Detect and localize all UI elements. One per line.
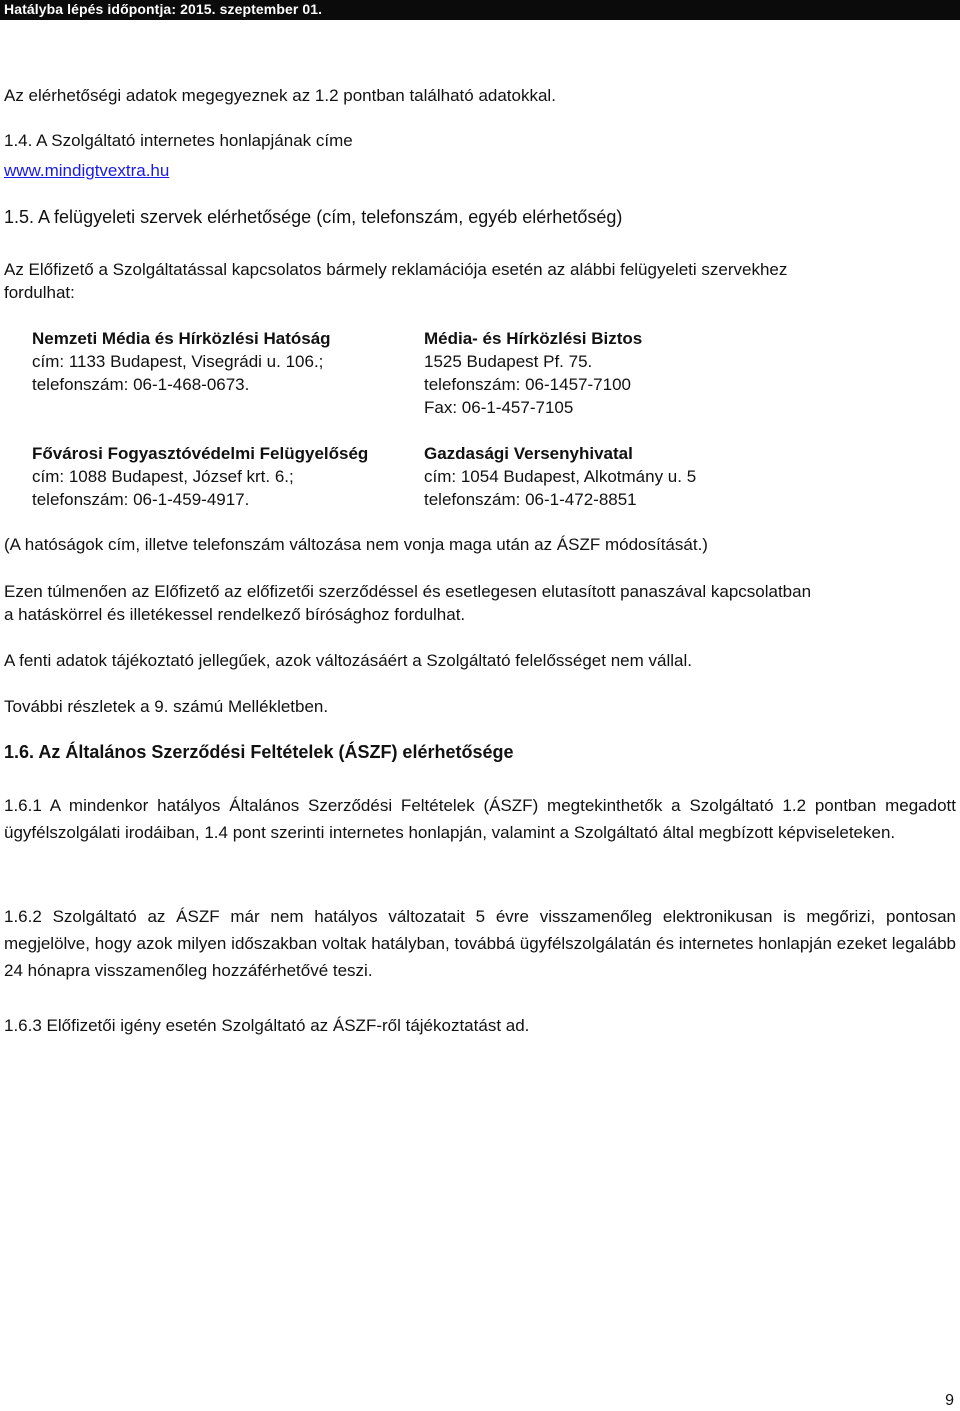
authority-phone: telefonszám: 06-1-468-0673.	[32, 375, 250, 394]
authority-name: Média- és Hírközlési Biztos	[424, 329, 643, 348]
authority-address: cím: 1054 Budapest, Alkotmány u. 5	[424, 467, 697, 486]
court-text-line-1: Ezen túlmenően az Előfizető az előfizetői szerződéssel és esetlegesen elutasított panaszával kapcsolatban	[4, 582, 812, 601]
page-number: 9	[945, 1392, 954, 1409]
authority-name: Nemzeti Média és Hírközlési Hatóság	[32, 329, 331, 348]
informative-disclaimer: A fenti adatok tájékoztató jellegűek, azok változásáért a Szolgáltató felelősséget nem vállal.	[4, 651, 692, 670]
authority-address: cím: 1088 Budapest, József krt. 6.;	[32, 467, 294, 486]
paragraph-1-6-3: 1.6.3 Előfizetői igény esetén Szolgáltató az ÁSZF-ről tájékoztatást ad.	[4, 1016, 530, 1035]
authority-phone: telefonszám: 06-1-472-8851	[424, 490, 637, 509]
contact-same-text: Az elérhetőségi adatok megegyeznek az 1.2 pontban található adatokkal.	[4, 86, 556, 105]
header-bar	[0, 0, 960, 20]
authority-phone: telefonszám: 06-1457-7100	[424, 375, 631, 394]
paragraph-1-6-1: 1.6.1 A mindenkor hatályos Általános Szerződési Feltételek (ÁSZF) megtekinthetők a Szolgáltató 1.2 pontban megadott ügyfélszolgálati irodáiban, 1.4 pont szerinti internetes honlapján, valamint a Szolgáltató által megbízott képviseleteken.	[4, 796, 956, 842]
section-1-6-title: 1.6. Az Általános Szerződési Feltételek (ÁSZF) elérhetősége	[4, 742, 514, 762]
section-1-5-title: 1.5. A felügyeleti szervek elérhetősége (cím, telefonszám, egyéb elérhetőség)	[4, 207, 623, 227]
authority-phone: telefonszám: 06-1-459-4917.	[32, 490, 250, 509]
authority-address: cím: 1133 Budapest, Visegrádi u. 106.;	[32, 352, 324, 371]
court-text-line-2: a hatáskörrel és illetékessel rendelkező bírósághoz fordulhat.	[4, 605, 466, 624]
complaint-intro-line-1: Az Előfizető a Szolgáltatással kapcsolatos bármely reklamációja esetén az alábbi felügyeleti szervekhez	[4, 260, 788, 279]
effective-date-header: Hatályba lépés időpontja: 2015. szeptember 01.	[4, 1, 323, 17]
authority-address: 1525 Budapest Pf. 75.	[424, 352, 593, 371]
authority-fax: Fax: 06-1-457-7105	[424, 398, 574, 417]
authority-name: Fővárosi Fogyasztóvédelmi Felügyelőség	[32, 444, 369, 463]
section-1-4-title: 1.4. A Szolgáltató internetes honlapjának címe	[4, 131, 353, 150]
website-link[interactable]: www.mindigtvextra.hu	[4, 161, 170, 180]
complaint-intro-line-2: fordulhat:	[4, 283, 75, 302]
more-details-text: További részletek a 9. számú Mellékletben.	[4, 697, 329, 716]
paragraph-1-6-2: 1.6.2 Szolgáltató az ÁSZF már nem hatályos változatait 5 évre visszamenőleg elektronikusan is megőrizi, pontosan megjelölve, hogy azok milyen időszakban voltak hatályban, továbbá ügyfélszolgálatán és internetes honlapján ezeket legalább 24 hónapra visszamenőleg hozzáférhetővé teszi.	[4, 907, 956, 980]
authority-change-note: (A hatóságok cím, illetve telefonszám változása nem vonja maga után az ÁSZF módosítását.)	[4, 535, 708, 554]
authority-name: Gazdasági Versenyhivatal	[424, 444, 633, 463]
